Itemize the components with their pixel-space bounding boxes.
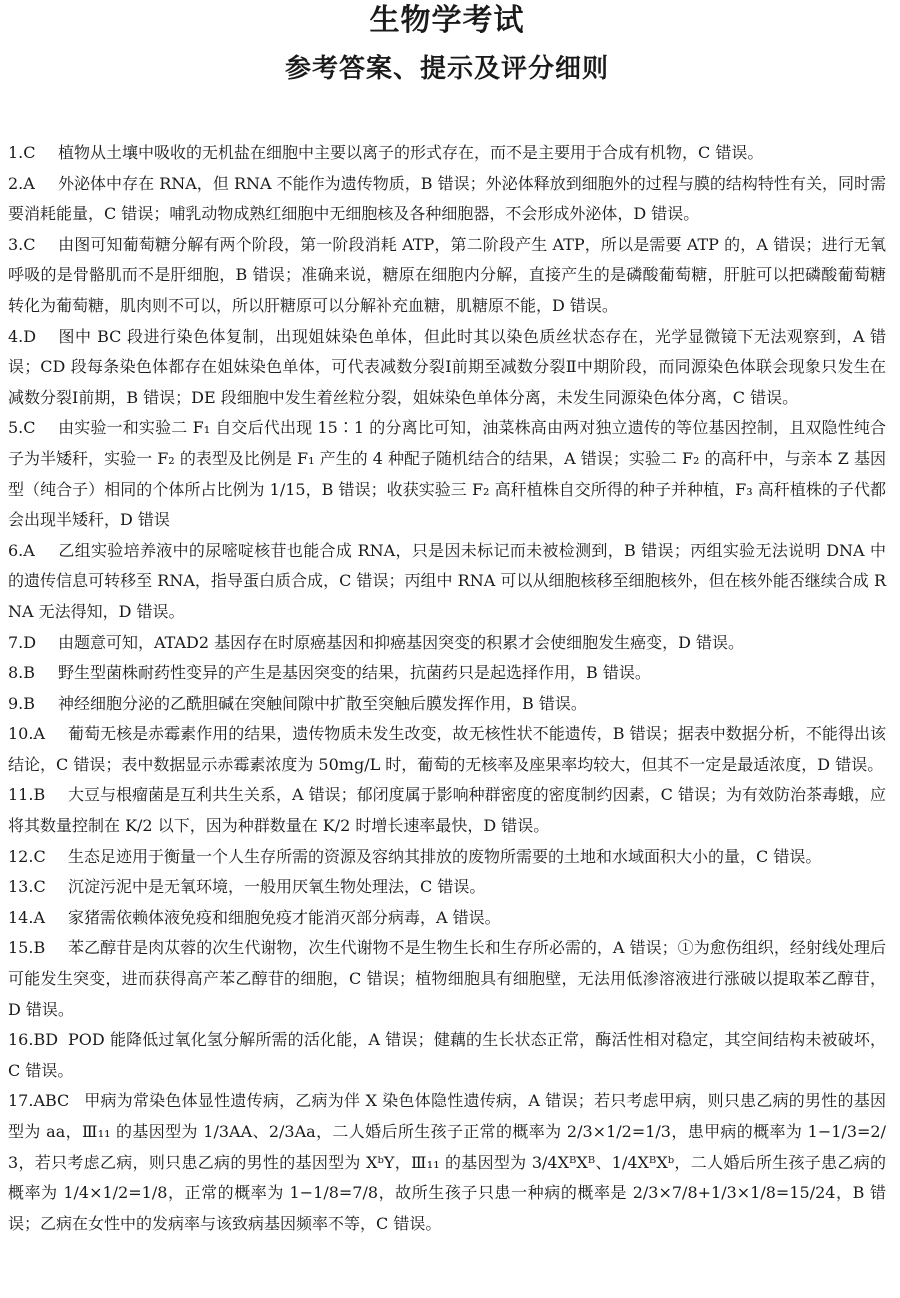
answer-number: 11.B (8, 785, 46, 805)
answer-number: 8.B (8, 663, 36, 683)
answer-explanation: 大豆与根瘤菌是互利共生关系，A 错误；郁闭度属于影响种群密度的密度制约因素，C 错误；为有效防治茶毒蛾，应将其数量控制在 K/2 以下，因为种群数量在 K/2 时增长速率最快，D 错误。 (8, 785, 886, 836)
answer-item-15 (8, 933, 886, 1025)
answer-explanation: 图中 BC 段进行染色体复制，出现姐妹染色单体，但此时其以染色质丝状态存在，光学显微镜下无法观察到，A 错误；CD 段每条染色体都存在姐妹染色单体，可代表减数分裂Ⅰ前期至减数分裂Ⅱ中期阶段，而同源染色体联会现象只发生在减数分裂Ⅰ前期，B 错误；DE 段细胞中发生着丝粒分裂，姐妹染色单体分离，未发生同源染色体分离，C 错误。 (8, 326, 886, 407)
answer-item-13 (8, 872, 886, 903)
answer-explanation: 植物从土壤中吸收的无机盐在细胞中主要以离子的形式存在，而不是主要用于合成有机物，C 错误。 (58, 143, 764, 162)
answer-number: 13.C (8, 877, 46, 897)
answer-item-16 (8, 1025, 886, 1086)
answer-number: 2.A (8, 173, 35, 193)
answer-number: 4.D (8, 326, 37, 346)
answer-item-9 (8, 689, 886, 720)
answer-explanation: 野生型菌株耐药性变异的产生是基因突变的结果，抗菌药只是起选择作用，B 错误。 (58, 663, 651, 683)
answer-explanation: 家猪需依赖体液免疫和细胞免疫才能消灭部分病毒，A 错误。 (68, 907, 501, 927)
answer-item-10 (8, 719, 886, 780)
answer-item-17 (8, 1086, 886, 1239)
page-title: 生物学考试 (369, 3, 525, 38)
answer-number: 6.A (8, 540, 35, 560)
answer-number: 15.B (8, 938, 46, 958)
answer-item-14 (8, 903, 886, 934)
page-subtitle: 参考答案、提示及评分细则 (284, 54, 609, 84)
answer-explanation: 由题意可知，ATAD2 基因存在时原癌基因和抑癌基因突变的积累才会使细胞发生癌变，D 错误。 (58, 632, 745, 652)
answer-explanation: 乙组实验培养液中的尿嘧啶核苷也能合成 RNA，只是因未标记而未被检测到，B 错误；丙组实验无法说明 DNA 中的遗传信息可转移至 RNA，指导蛋白质合成，C 错误；丙组中 RNA 可以从细胞核移至细胞核外，但在核外能否继续合成 RNA 无法得知，D 错误。 (8, 540, 886, 621)
answer-item-8 (8, 658, 886, 689)
answer-item-6 (8, 536, 886, 628)
answer-item-5 (8, 413, 886, 535)
answer-explanation: 由实验一和实验二 F₁ 自交后代出现 15∶1 的分离比可知，油菜株高由两对独立遗传的等位基因控制，且双隐性纯合子为半矮秆，实验一 F₂ 的表型及比例是 F₁ 产生的 4 种配子随机结合的结果，A 错误；实验二 F₂ 的高秆中，与亲本 Z 基因型（纯合子）相同的个体所占比例为 1/15，B 错误；收获实验三 F₂ 高秆植株自交所得的种子并种植，F₃ 高秆植株的子代都会出现半矮秆，D 错误 (8, 418, 886, 530)
answer-explanation: 苯乙醇苷是肉苁蓉的次生代谢物，次生代谢物不是生物生长和生存所必需的，A 错误；①为愈伤组织，经射线处理后可能发生突变，进而获得高产苯乙醇苷的细胞，C 错误；植物细胞具有细胞壁，无法用低渗溶液进行涨破以提取苯乙醇苷，D 错误。 (8, 938, 886, 1019)
answer-list (8, 138, 886, 1239)
answer-item-2 (8, 169, 886, 230)
answer-item-1 (8, 138, 886, 169)
answer-number: 1.C (8, 143, 36, 162)
answer-number: 16.BD (8, 1030, 59, 1050)
answer-number: 12.C (8, 846, 46, 866)
answer-explanation: 外泌体中存在 RNA，但 RNA 不能作为遗传物质，B 错误；外泌体释放到细胞外的过程与膜的结构特性有关，同时需要消耗能量，C 错误；哺乳动物成熟红细胞中无细胞核及各种细胞器，不会形成外泌体，D 错误。 (8, 173, 886, 224)
answer-explanation: 神经细胞分泌的乙酰胆碱在突触间隙中扩散至突触后膜发挥作用，B 错误。 (58, 693, 587, 713)
answer-item-7 (8, 628, 886, 659)
answer-item-11 (8, 780, 886, 841)
answer-explanation: 葡萄无核是赤霉素作用的结果，遗传物质未发生改变，故无核性状不能遗传，B 错误；据表中数据分析，不能得出该结论，C 错误；表中数据显示赤霉素浓度为 50mg/L 时，葡萄的无核率及座果率均较大，但其不一定是最适浓度，D 错误。 (8, 724, 886, 774)
answer-sheet-page (0, 4, 900, 1298)
answer-explanation: POD 能降低过氧化氢分解所需的活化能，A 错误；健藕的生长状态正常，酶活性相对稳定，其空间结构未被破坏，C 错误。 (8, 1030, 886, 1080)
answer-number: 5.C (8, 418, 36, 438)
answer-explanation: 沉淀污泥中是无氧环境，一般用厌氧生物处理法，C 错误。 (68, 877, 486, 897)
answer-item-3 (8, 230, 886, 322)
answer-item-12 (8, 842, 886, 873)
answer-number: 10.A (8, 724, 45, 744)
answer-number: 17.ABC (8, 1091, 70, 1111)
answer-number: 3.C (8, 234, 36, 254)
answer-explanation: 生态足迹用于衡量一个人生存所需的资源及容纳其排放的废物所需要的土地和水域面积大小的量，C 错误。 (68, 846, 822, 866)
answer-number: 7.D (8, 632, 37, 652)
answer-number: 14.A (8, 907, 45, 927)
answer-item-4 (8, 322, 886, 414)
answer-number: 9.B (8, 693, 36, 713)
answer-explanation: 由图可知葡萄糖分解有两个阶段，第一阶段消耗 ATP，第二阶段产生 ATP，所以是需要 ATP 的，A 错误；进行无氧呼吸的是骨骼肌而不是肝细胞，B 错误；准确来说，糖原在细胞内分解，直接产生的是磷酸葡萄糖，肝脏可以把磷酸葡萄糖转化为葡萄糖，肌肉则不可以，所以肝糖原可以分解补充血糖，肌糖原不能，D 错误。 (8, 234, 886, 315)
answer-explanation: 甲病为常染色体显性遗传病，乙病为伴 X 染色体隐性遗传病，A 错误；若只考虑甲病，则只患乙病的男性的基因型为 aa，Ⅲ₁₁ 的基因型为 1/3AA、2/3Aa，二人婚后所生孩子正常的概率为 2/3×1/2=1/3，患甲病的概率为 1−1/3=2/3，若只考虑乙病，则只患乙病的男性的基因型为 XᵇY，Ⅲ₁₁ 的基因型为 3/4XᴮXᴮ、1/4XᴮXᵇ，二人婚后所生孩子患乙病的概率为 1/4×1/2=1/8，正常的概率为 1−1/8=7/8，故所生孩子只患一种病的概率是 2/3×7/8+1/3×1/8=15/24，B 错误；乙病在女性中的发病率与该致病基因频率不等，C 错误。 (8, 1091, 886, 1233)
